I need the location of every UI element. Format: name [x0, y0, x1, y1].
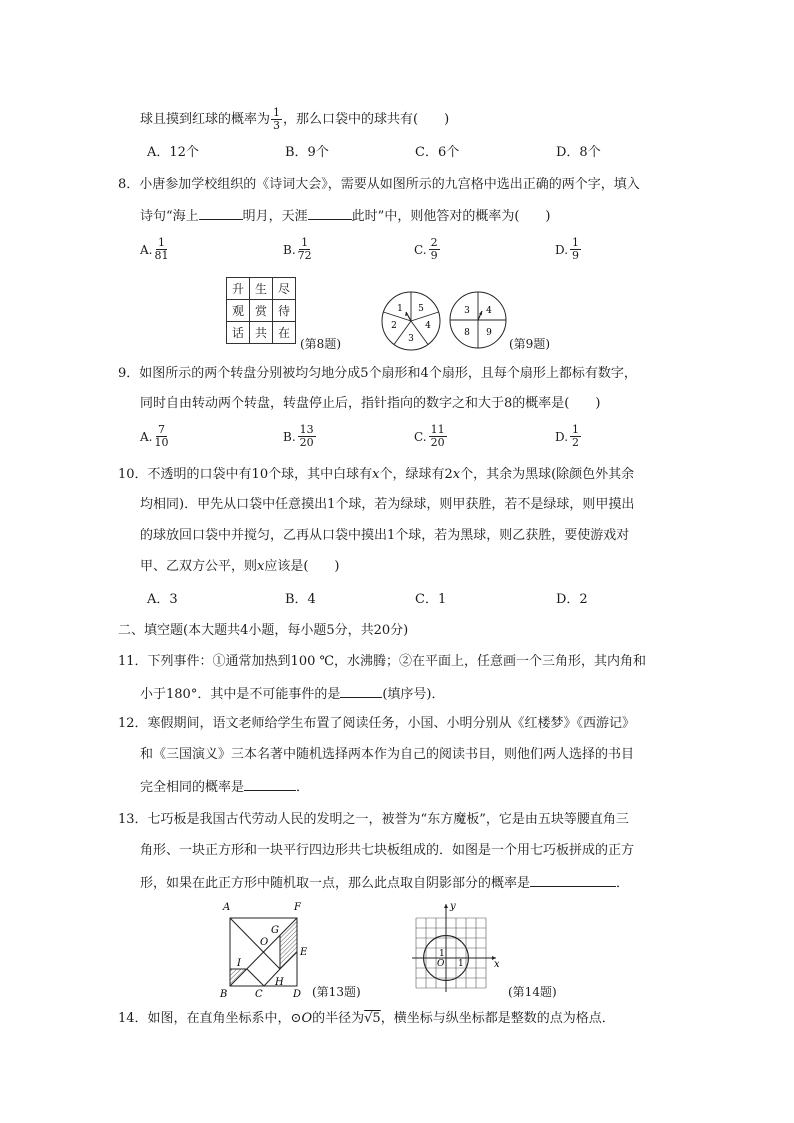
q9-option-a — [140, 424, 169, 449]
q12-line2: 和《三国演义》三本名著中随机选择两本作为自己的阅读书目，则他们两人选择的书目 — [140, 747, 635, 762]
q9-option-d-frac — [570, 424, 581, 449]
q8-d-num: 1 — [572, 236, 580, 249]
q8-blank-2 — [308, 205, 352, 220]
q9-b-num: 13 — [299, 423, 314, 436]
spinner2-num: 9 — [486, 328, 492, 338]
grid-cell: 升 — [227, 278, 250, 300]
spinner1-num: 3 — [408, 334, 414, 344]
tangram-figure — [214, 898, 314, 998]
tick-label-x: 1 — [458, 959, 464, 969]
q9-option-b-label: B. — [283, 429, 296, 444]
spinner1-num: 4 — [425, 321, 431, 331]
q10-line1 — [118, 465, 634, 485]
spinner2-num: 4 — [486, 306, 492, 316]
q8-option-d-label: D. — [555, 242, 569, 257]
q9-c-num: 11 — [430, 423, 445, 436]
q9-a-den: 10 — [154, 436, 169, 449]
origin-label: O — [437, 959, 445, 969]
q7-fraction — [271, 107, 282, 132]
q11-line2-b: (填序号)． — [382, 687, 445, 702]
q9-line2: 同时自由转动两个转盘，转盘停止后，指针指向的数字之和大于8的概率是( ) — [140, 396, 601, 411]
q10-line4-b: 应该是( ) — [264, 559, 340, 574]
spinner1-num: 2 — [391, 321, 397, 331]
spinner1-divider — [411, 312, 439, 321]
spinner1-num: 5 — [418, 304, 424, 314]
spinner-four-sectors — [448, 290, 508, 350]
q10-line1-c: 个，其余为黑球(除颜色外其余 — [460, 467, 635, 482]
spinner1-num: 1 — [397, 304, 403, 314]
q10-option-c: C．1 — [415, 592, 447, 607]
shaded-parallelogram — [280, 918, 297, 969]
q14-line1-c: ，横坐标与纵坐标都是整数的点为格点． — [380, 1011, 615, 1026]
q7-line — [140, 107, 449, 132]
q8-line2-c: 此时”中，则他答对的概率为( ) — [351, 209, 551, 224]
q9-b-den: 20 — [299, 436, 314, 449]
point-label: A — [223, 902, 231, 913]
q8-option-d-frac — [570, 237, 581, 262]
q8-option-c-frac — [429, 237, 440, 262]
grid-cell: 观 — [227, 300, 250, 322]
q13-line3-b: ． — [616, 876, 630, 891]
coordinate-grid-figure — [408, 898, 508, 998]
q8-line2-a: 诗句“海上 — [140, 209, 199, 224]
q10-var-x: x — [452, 467, 461, 482]
q9-a-num: 7 — [157, 423, 165, 436]
q9-option-c-frac — [429, 424, 447, 449]
q8-option-a-label: A. — [140, 242, 153, 257]
q8-option-d — [555, 237, 582, 262]
q8-option-b — [283, 237, 313, 262]
q7-frac-num: 1 — [273, 106, 281, 119]
q14-var-o: O — [301, 1011, 313, 1026]
section-title: 二、填空题(本大题共4小题，每小题5分，共20分) — [118, 623, 409, 638]
q10-line2: 均相同)．甲先从口袋中任意摸出1个球，若为绿球，则甲获胜，若不是绿球，则甲摸出 — [140, 497, 635, 512]
q8-a-den: 81 — [154, 249, 169, 262]
q12-line3-a: 完全相同的概率是 — [140, 780, 245, 795]
q11-line1: 11．下列事件：①通常加热到100 ℃，水沸腾；②在平面上，任意画一个三角形，其内角和 — [118, 654, 647, 669]
q10-line4 — [140, 557, 340, 577]
q12-line3-b: ． — [296, 780, 310, 795]
spinner-five-sectors — [380, 290, 442, 352]
q10-line4-a: 甲、乙双方公平，则 — [140, 559, 258, 574]
q14-line1-b: 的半径为 — [312, 1011, 365, 1026]
q14-line1-a: 14．如图，在直角坐标系中，⊙ — [118, 1011, 302, 1026]
q12-line1: 12．寒假期间，语文老师给学生布置了阅读任务，小国、小明分别从《红楼梦》《西游记》 — [118, 716, 636, 731]
point-label: H — [275, 977, 284, 988]
point-label: I — [237, 958, 241, 969]
tangram-edge — [247, 969, 264, 986]
q10-line1-b: 个，绿球有2 — [379, 467, 453, 482]
axis-label-x: x — [494, 959, 500, 970]
point-label: D — [293, 989, 302, 998]
q10-line3: 的球放回口袋中并搅匀，乙再从口袋中摸出1个球，若为黑球，则乙获胜，要使游戏对 — [140, 528, 630, 543]
grid-lines — [416, 918, 486, 988]
q8-nine-grid — [226, 277, 296, 344]
q8-c-den: 9 — [430, 249, 438, 262]
q9-d-num: 1 — [572, 423, 580, 436]
point-label: C — [255, 989, 263, 998]
point-label: O — [260, 937, 269, 948]
q10-option-d: D．2 — [556, 592, 588, 607]
q10-line1-a: 10．不透明的口袋中有10个球，其中白球有 — [118, 467, 373, 482]
q9-option-d-label: D. — [555, 429, 569, 444]
q7-option-b: B．9个 — [285, 145, 329, 160]
q10-option-b: B．4 — [285, 592, 316, 607]
q14-line1 — [118, 1009, 615, 1029]
q11-blank — [340, 683, 382, 698]
point-label: E — [300, 947, 308, 958]
q9-option-a-label: A. — [140, 429, 153, 444]
q8-option-c — [414, 237, 441, 262]
tick-label-y: 1 — [439, 949, 445, 959]
q8-b-num: 1 — [301, 236, 309, 249]
q8-a-num: 1 — [157, 236, 165, 249]
q8-b-den: 72 — [297, 249, 312, 262]
q7-frac-den: 3 — [273, 119, 281, 132]
q13-line3 — [140, 872, 629, 894]
q7-option-c: C．6个 — [415, 145, 460, 160]
q13-line2: 角形、一块正方形和一块平行四边形共七块板组成的．如图是一个用七巧板拼成的正方 — [140, 843, 635, 858]
point-label: B — [220, 989, 228, 998]
q9-option-b-frac — [298, 424, 316, 449]
q8-blank-1 — [199, 205, 243, 220]
q9-c-den: 20 — [430, 436, 445, 449]
point-label: F — [294, 902, 301, 913]
q8-option-c-label: C. — [414, 242, 427, 257]
q13-blank — [530, 872, 616, 887]
axis-label-y: y — [450, 901, 456, 912]
q8-option-b-frac — [298, 237, 312, 262]
spinner2-pointer-head — [479, 311, 482, 315]
q9-caption: (第9题) — [509, 337, 550, 351]
q8-d-den: 9 — [572, 249, 580, 262]
q8-line1: 8．小唐参加学校组织的《诗词大会》，需要从如图所示的九宫格中选出正确的两个字，填入 — [118, 177, 640, 192]
q8-c-num: 2 — [430, 236, 438, 249]
grid-cell: 尽 — [273, 278, 296, 300]
q8-caption: (第8题) — [300, 337, 341, 351]
grid-cell: 赏 — [250, 300, 273, 322]
q11-line2-a: 小于180°．其中是不可能事件的是 — [140, 687, 341, 702]
grid-cell: 话 — [227, 322, 250, 344]
q7-text-after: ，那么口袋中的球共有( ) — [283, 112, 450, 127]
q9-line1: 9．如图所示的两个转盘分别被均匀地分成5个扇形和4个扇形，且每个扇形上都标有数字， — [118, 366, 637, 381]
q14-caption: (第14题) — [508, 985, 557, 999]
q7-option-d: D．8个 — [556, 145, 601, 160]
grid-cell: 共 — [250, 322, 273, 344]
y-axis-arrow — [444, 904, 448, 908]
q9-option-c-label: C. — [414, 429, 427, 444]
q12-line3 — [140, 776, 309, 798]
grid-cell: 生 — [250, 278, 273, 300]
q9-option-d — [555, 424, 582, 449]
q11-line2 — [140, 683, 444, 705]
q14-sqrt5: √5 — [364, 1011, 381, 1026]
spinner2-num: 8 — [464, 328, 470, 338]
q8-line2-b: 明月，天涯 — [242, 209, 308, 224]
q10-var-x: x — [372, 467, 380, 482]
q13-caption: (第13题) — [312, 985, 361, 999]
q8-line2 — [140, 205, 550, 227]
q10-option-a: A．3 — [147, 592, 178, 607]
spinner2-num: 3 — [464, 306, 470, 316]
q8-option-a-frac — [154, 237, 168, 262]
grid-cell: 在 — [273, 322, 296, 344]
q7-text-before: 球且摸到红球的概率为 — [140, 112, 271, 127]
q10-var-x: x — [257, 559, 265, 574]
q8-option-a — [140, 237, 169, 262]
q8-option-b-label: B. — [283, 242, 296, 257]
q13-line3-a: 形，如果在此正方形中随机取一点，那么此点取自阴影部分的概率是 — [140, 876, 531, 891]
q13-line1: 13．七巧板是我国古代劳动人民的发明之一，被誉为“东方魔板”，它是由五块等腰直角三 — [118, 812, 629, 827]
q7-option-a: A．12个 — [147, 145, 199, 160]
q12-blank — [244, 776, 296, 791]
q9-option-a-frac — [154, 424, 168, 449]
q9-option-c — [414, 424, 448, 449]
q9-d-den: 2 — [572, 436, 580, 449]
point-label: G — [271, 925, 279, 936]
q9-option-b — [283, 424, 317, 449]
grid-cell: 待 — [273, 300, 296, 322]
